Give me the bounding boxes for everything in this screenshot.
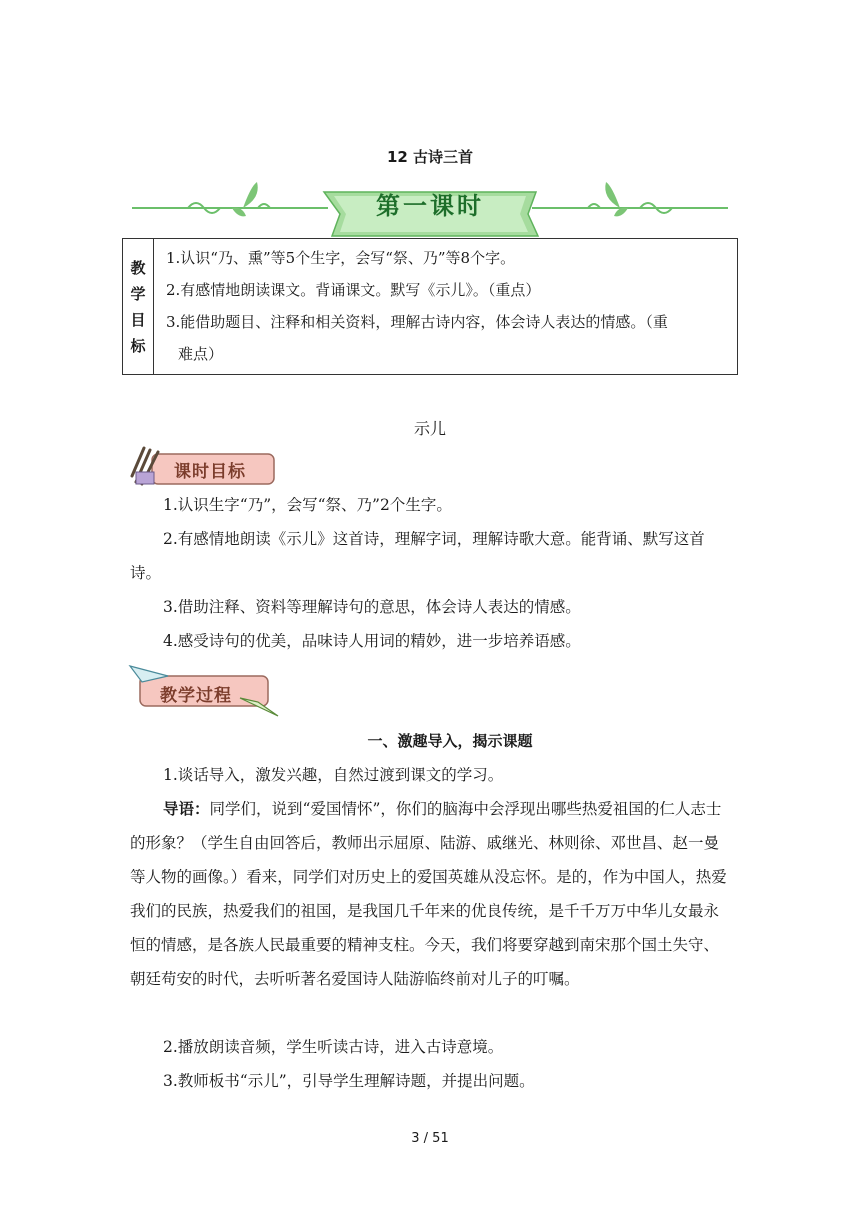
intro-text: 同学们，说到“爱国情怀”，你们的脑海中会浮现出哪些热爱祖国的仁人志士的形象？（学生自由回答后，教师出示屈原、陆游、戚继光、林则徐、邓世昌、赵一曼等人物的画像。）看来，同学们对历史上的爱国英雄从没忘怀。是的，作为中国人，热爱我们的民族，热爱我们的祖国，是我国几千年来的优良传统，是千千万万中华儿女最永恒的情感，是各族人民最重要的精神支柱。今天，我们将要穿越到南宋那个国土失守、朝廷苟安的时代，去听听著名爱国诗人陆游临终前对儿子的叮嘱。 — [130, 800, 727, 988]
page-number: 3 / 51 — [411, 1131, 449, 1146]
objective-item: 4.感受诗句的优美，品味诗人用词的精妙，进一步培养语感。 — [163, 632, 581, 650]
objectives-badge-label: 课时目标 — [174, 462, 246, 482]
goal-item: 1.认识“乃、熏”等5个生字，会写“祭、乃”等8个字。 — [166, 249, 516, 267]
process-badge-label: 教学过程 — [160, 686, 232, 706]
objective-item: 3.借助注释、资料等理解诗句的意思，体会诗人表达的情感。 — [163, 598, 581, 616]
objective-item: 2.有感情地朗读《示儿》这首诗，理解字词，理解诗歌大意。能背诵、默写这首诗。 — [130, 530, 705, 582]
teaching-goals-table — [122, 238, 738, 375]
intro-paragraph — [130, 792, 732, 996]
goal-item: 2.有感情地朗读课文。背诵课文。默写《示儿》。（重点） — [166, 281, 541, 299]
goals-header-text: 教学目标 — [130, 258, 146, 355]
process-step: 2.播放朗读音频，学生听读古诗，进入古诗意境。 — [163, 1038, 504, 1056]
process-step: 3.教师板书“示儿”，引导学生理解诗题，并提出问题。 — [163, 1072, 535, 1090]
lesson-title: 12 古诗三首 — [386, 148, 474, 166]
goal-item: 难点） — [178, 345, 224, 363]
goals-list — [154, 239, 738, 375]
goal-item: 3.能借助题目、注释和相关资料，理解古诗内容，体会诗人表达的情感。（重 — [166, 313, 668, 331]
intro-label: 导语： — [163, 800, 210, 818]
objective-item: 1.认识生字“乃”，会写“祭、乃”2个生字。 — [163, 496, 452, 514]
goals-header — [123, 239, 154, 375]
banner-text: 第一课时 — [376, 191, 484, 220]
process-step: 1.谈话导入，激发兴趣，自然过渡到课文的学习。 — [163, 766, 504, 784]
poem-title: 示儿 — [413, 419, 446, 438]
section-heading: 一、激趣导入，揭示课题 — [367, 732, 533, 750]
